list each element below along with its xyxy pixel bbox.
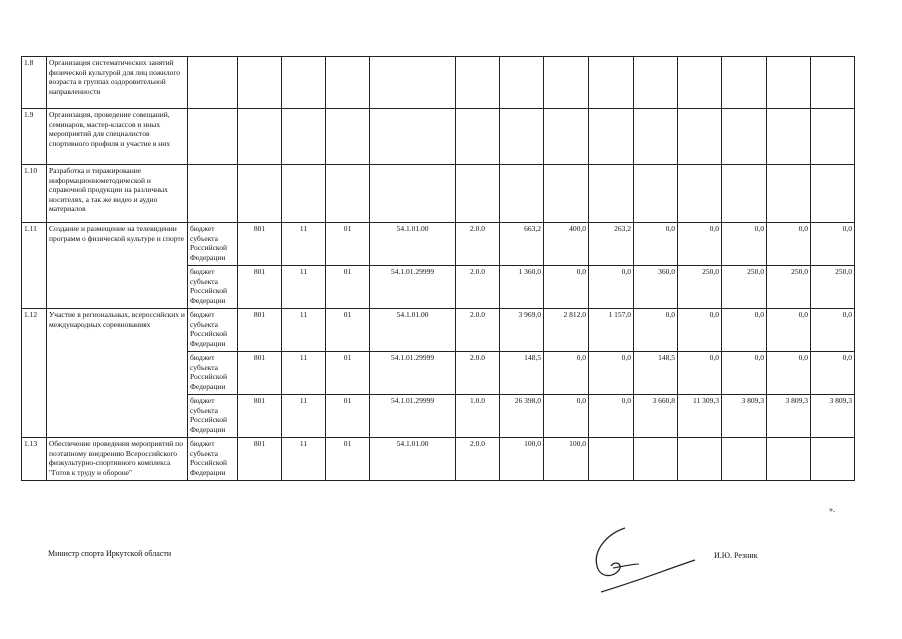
cell-y5: 0,0 — [722, 309, 767, 352]
empty-cell — [767, 109, 811, 165]
program-table — [21, 56, 855, 481]
row-name: Разработка и тиражирование информационнометодической и справочной продукции на различных носителях, а так же видео и аудио материалов — [47, 165, 188, 223]
empty-cell — [678, 109, 722, 165]
cell-y1: 0,0 — [544, 395, 589, 438]
empty-cell — [722, 165, 767, 223]
empty-cell — [722, 57, 767, 109]
row-name: Обеспечение проведения мероприятий по поэтапному внедрению Всероссийского физкультурно-спортивного комплекса "Готов к труду и обороне" — [47, 438, 188, 481]
cell-y6: 3 809,3 — [767, 395, 811, 438]
empty-cell — [589, 57, 634, 109]
cell-y1: 0,0 — [544, 352, 589, 395]
table-row — [22, 309, 855, 352]
row-number: 1.8 — [22, 57, 47, 109]
cell-vr: 1.0.0 — [456, 395, 500, 438]
empty-cell — [456, 57, 500, 109]
empty-cell — [544, 57, 589, 109]
cell-y6: 0,0 — [767, 352, 811, 395]
funding-source: бюджет субъекта Российской Федерации — [188, 266, 238, 309]
funding-source: бюджет субъекта Российской Федерации — [188, 352, 238, 395]
empty-cell — [544, 109, 589, 165]
empty-cell — [544, 165, 589, 223]
empty-cell — [370, 109, 456, 165]
funding-source: бюджет субъекта Российской Федерации — [188, 309, 238, 352]
cell-y1: 100,0 — [544, 438, 589, 481]
cell-total: 1 360,0 — [500, 266, 544, 309]
row-name: Организация систематических занятий физической культурой для лиц пожилого возраста в группах оздоровительной направленности — [47, 57, 188, 109]
cell-y3: 360,0 — [634, 266, 678, 309]
empty-cell — [811, 165, 855, 223]
empty-cell — [282, 165, 326, 223]
cell-y5: 0,0 — [722, 352, 767, 395]
empty-cell — [282, 57, 326, 109]
cell-pr: 01 — [326, 223, 370, 266]
empty-cell — [238, 165, 282, 223]
cell-y3: 0,0 — [634, 223, 678, 266]
funding-source: бюджет субъекта Российской Федерации — [188, 395, 238, 438]
empty-cell — [589, 165, 634, 223]
cell-y5: 3 809,3 — [722, 395, 767, 438]
table-body — [22, 57, 855, 481]
cell-y3: 148,5 — [634, 352, 678, 395]
cell-csr: 54.1.01.00 — [370, 438, 456, 481]
cell-y5: 250,0 — [722, 266, 767, 309]
cell-y7 — [811, 438, 855, 481]
cell-total: 148,5 — [500, 352, 544, 395]
cell-y5: 0,0 — [722, 223, 767, 266]
cell-vr: 2.0.0 — [456, 438, 500, 481]
cell-rz: 11 — [282, 395, 326, 438]
row-number: 1.12 — [22, 309, 47, 438]
empty-cell — [188, 109, 238, 165]
empty-cell — [767, 165, 811, 223]
cell-y2 — [589, 438, 634, 481]
table-row — [22, 438, 855, 481]
cell-y1: 0,0 — [544, 266, 589, 309]
empty-cell — [811, 109, 855, 165]
empty-cell — [238, 109, 282, 165]
signer-name: И.Ю. Резник — [714, 551, 758, 560]
row-name: Создание и размещение на телевидении программ о физической культуре и спорте — [47, 223, 188, 309]
row-name: Организация, проведение совещаний, семинаров, мастер-классов и иных мероприятий для специалистов спортивного профиля и участие в них — [47, 109, 188, 165]
cell-rz: 11 — [282, 309, 326, 352]
cell-vr: 2.0.0 — [456, 266, 500, 309]
cell-csr: 54.1.01.29999 — [370, 266, 456, 309]
row-number: 1.11 — [22, 223, 47, 309]
cell-grbs: 801 — [238, 223, 282, 266]
empty-cell — [634, 57, 678, 109]
cell-total: 100,0 — [500, 438, 544, 481]
empty-cell — [634, 109, 678, 165]
cell-y4: 0,0 — [678, 223, 722, 266]
cell-y7: 250,0 — [811, 266, 855, 309]
empty-cell — [456, 109, 500, 165]
cell-y7: 0,0 — [811, 352, 855, 395]
handwritten-signature — [585, 520, 705, 600]
cell-pr: 01 — [326, 438, 370, 481]
cell-y6 — [767, 438, 811, 481]
row-name: Участие в региональных, всероссийских и международных соревнованиях — [47, 309, 188, 438]
cell-rz: 11 — [282, 352, 326, 395]
empty-cell — [238, 57, 282, 109]
cell-vr: 2.0.0 — [456, 223, 500, 266]
cell-csr: 54.1.01.29999 — [370, 395, 456, 438]
empty-cell — [326, 57, 370, 109]
cell-rz: 11 — [282, 266, 326, 309]
empty-cell — [282, 109, 326, 165]
cell-rz: 11 — [282, 223, 326, 266]
cell-y3: 3 660,8 — [634, 395, 678, 438]
cell-rz: 11 — [282, 438, 326, 481]
cell-y1: 400,0 — [544, 223, 589, 266]
funding-source: бюджет субъекта Российской Федерации — [188, 438, 238, 481]
cell-total: 26 398,0 — [500, 395, 544, 438]
empty-cell — [370, 57, 456, 109]
cell-grbs: 801 — [238, 438, 282, 481]
cell-y4 — [678, 438, 722, 481]
cell-y2: 263,2 — [589, 223, 634, 266]
cell-total: 663,2 — [500, 223, 544, 266]
row-number: 1.10 — [22, 165, 47, 223]
cell-y7: 0,0 — [811, 309, 855, 352]
cell-csr: 54.1.01.00 — [370, 223, 456, 266]
cell-pr: 01 — [326, 266, 370, 309]
empty-cell — [500, 109, 544, 165]
empty-cell — [634, 165, 678, 223]
cell-y4: 0,0 — [678, 309, 722, 352]
cell-y4: 250,0 — [678, 266, 722, 309]
cell-grbs: 801 — [238, 395, 282, 438]
empty-cell — [678, 165, 722, 223]
empty-cell — [326, 109, 370, 165]
cell-y3: 0,0 — [634, 309, 678, 352]
empty-cell — [678, 57, 722, 109]
empty-cell — [589, 109, 634, 165]
cell-y4: 11 309,3 — [678, 395, 722, 438]
cell-y1: 2 812,0 — [544, 309, 589, 352]
empty-cell — [500, 57, 544, 109]
cell-csr: 54.1.01.00 — [370, 309, 456, 352]
cell-pr: 01 — [326, 395, 370, 438]
cell-y6: 250,0 — [767, 266, 811, 309]
cell-y2: 0,0 — [589, 395, 634, 438]
closing-quote: ». — [829, 505, 835, 514]
empty-cell — [188, 165, 238, 223]
table-row — [22, 57, 855, 109]
cell-y3 — [634, 438, 678, 481]
empty-cell — [722, 109, 767, 165]
empty-cell — [456, 165, 500, 223]
cell-csr: 54.1.01.29999 — [370, 352, 456, 395]
table-row — [22, 109, 855, 165]
empty-cell — [500, 165, 544, 223]
cell-y2: 1 157,0 — [589, 309, 634, 352]
cell-vr: 2.0.0 — [456, 352, 500, 395]
cell-y6: 0,0 — [767, 223, 811, 266]
table-row — [22, 165, 855, 223]
row-number: 1.13 — [22, 438, 47, 481]
cell-vr: 2.0.0 — [456, 309, 500, 352]
cell-total: 3 969,0 — [500, 309, 544, 352]
cell-y4: 0,0 — [678, 352, 722, 395]
cell-grbs: 801 — [238, 266, 282, 309]
cell-y2: 0,0 — [589, 266, 634, 309]
empty-cell — [767, 57, 811, 109]
empty-cell — [326, 165, 370, 223]
cell-grbs: 801 — [238, 352, 282, 395]
cell-y6: 0,0 — [767, 309, 811, 352]
cell-grbs: 801 — [238, 309, 282, 352]
empty-cell — [811, 57, 855, 109]
cell-y7: 0,0 — [811, 223, 855, 266]
row-number: 1.9 — [22, 109, 47, 165]
cell-pr: 01 — [326, 352, 370, 395]
empty-cell — [370, 165, 456, 223]
cell-y5 — [722, 438, 767, 481]
cell-y7: 3 809,3 — [811, 395, 855, 438]
table-row — [22, 223, 855, 266]
cell-y2: 0,0 — [589, 352, 634, 395]
empty-cell — [188, 57, 238, 109]
minister-title: Министр спорта Иркутской области — [48, 549, 172, 558]
cell-pr: 01 — [326, 309, 370, 352]
funding-source: бюджет субъекта Российской Федерации — [188, 223, 238, 266]
